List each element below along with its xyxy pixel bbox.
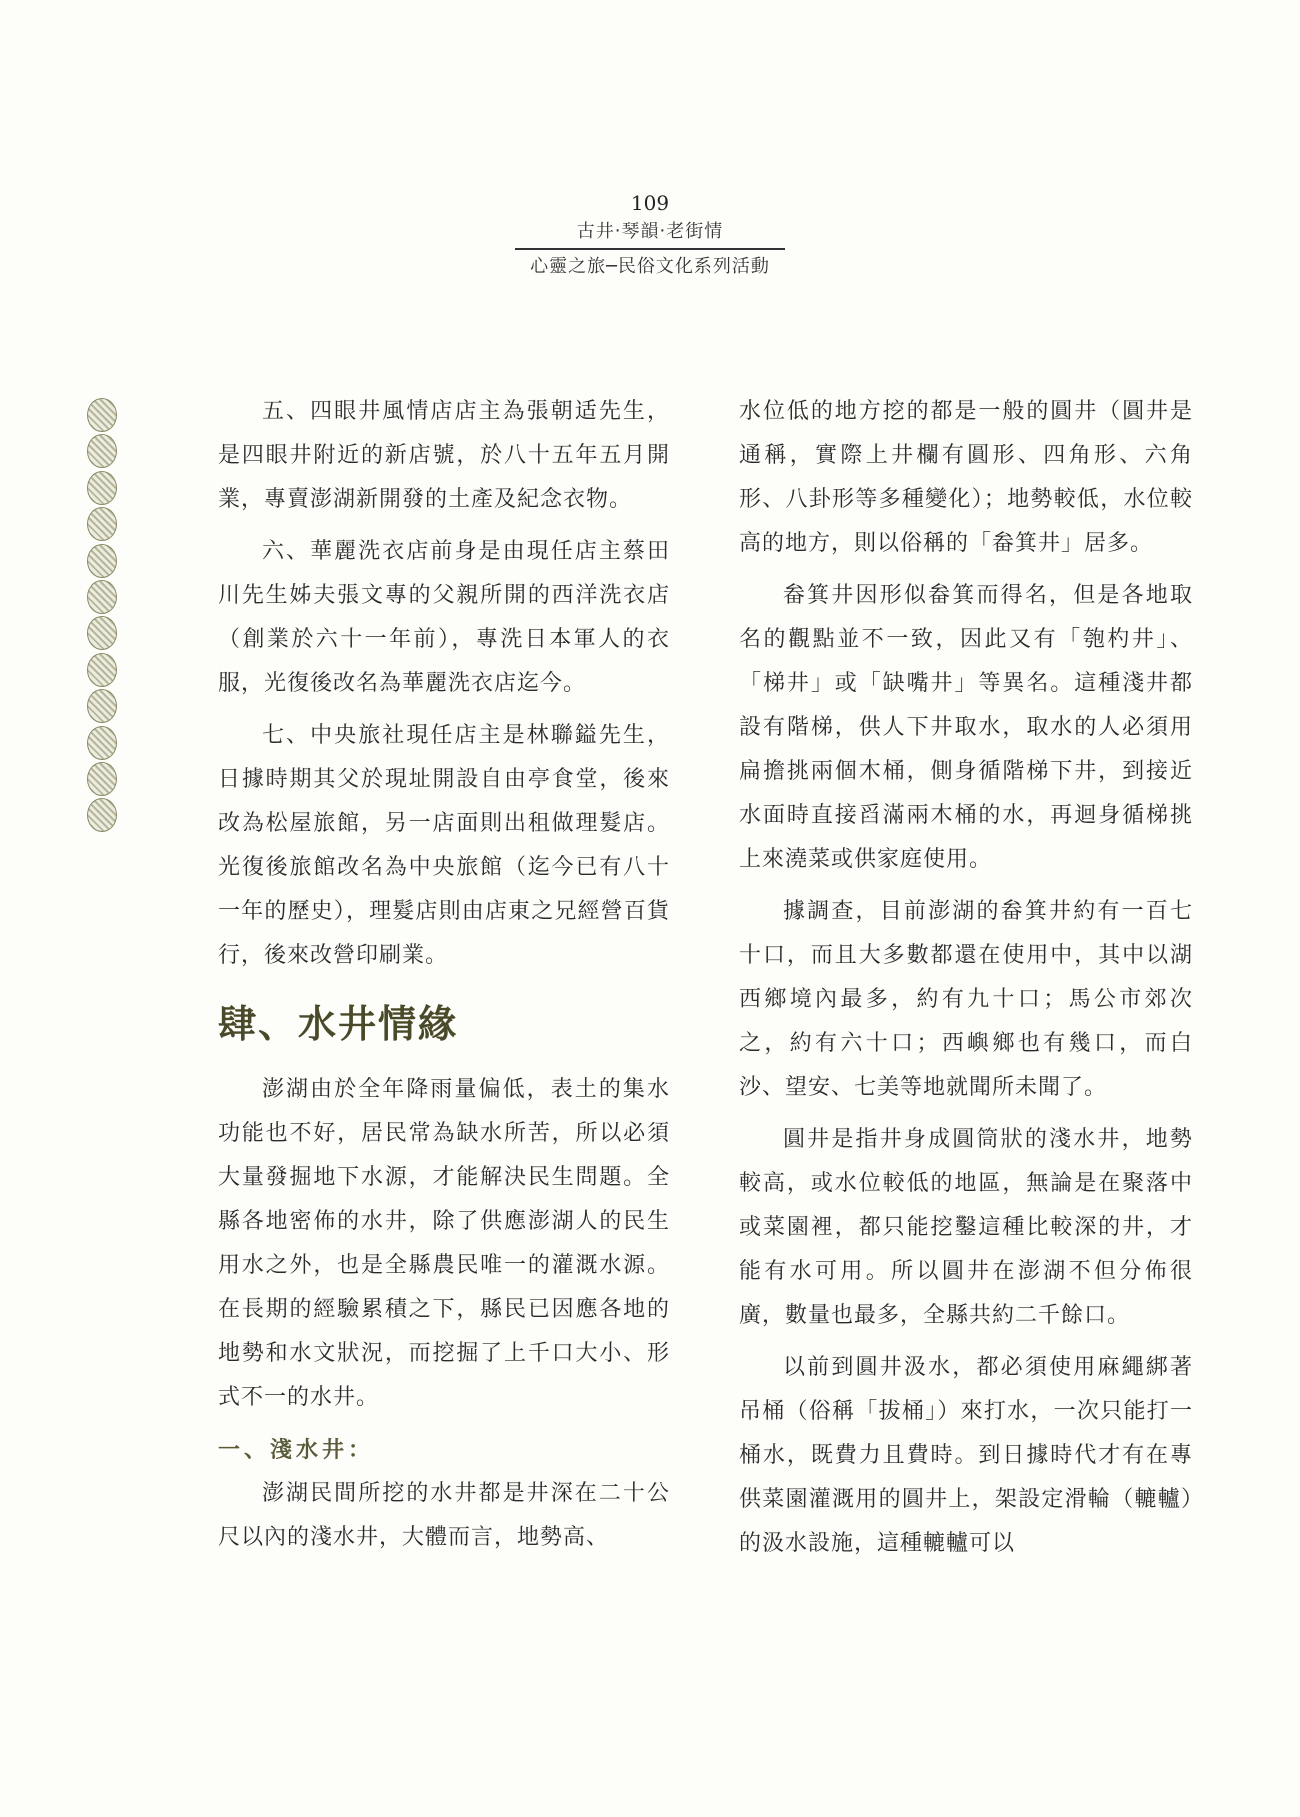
paragraph-drawing-water: 以前到圓井汲水，都必須使用麻繩綁著吊桶（俗稱「拔桶」）來打水，一次只能打一桶水，既費力且費時。到日據時代才有在專供菜園灌溉用的圓井上，架設定滑輪（轆轤）的汲水設施，這種轆轤可以 xyxy=(739,1355,1193,1556)
paragraph-shop-7: 七、中央旅社現任店主是林聯鎰先生，日據時期其父於現址開設自由亭食堂，後來改為松屋旅館，另一店面則出租做理髮店。光復後旅館改名為中央旅館（迄今已有八十一年的歷史），理髮店則由店東之兄經營百貨行，後來改營印刷業。 xyxy=(218,723,670,968)
paragraph-round-well: 圓井是指井身成圓筒狀的淺水井，地勢較高，或水位較低的地區，無論是在聚落中或菜園裡，都只能挖鑿這種比較深的井，才能有水可用。所以圓井在澎湖不但分佈很廣，數量也最多，全縣共約二千餘口。 xyxy=(739,1127,1193,1328)
right-column xyxy=(739,390,1193,1574)
paragraph-shop-6: 六、華麗洗衣店前身是由現任店主蔡田川先生姊夫張文專的父親所開的西洋洗衣店（創業於六十一年前），專洗日本軍人的衣服，光復後改名為華麗洗衣店迄今。 xyxy=(218,539,670,696)
paragraph-continued: 水位低的地方挖的都是一般的圓井（圓井是通稱，實際上井欄有圓形、四角形、六角形、八卦形等多種變化）；地勢較低，水位較高的地方，則以俗稱的「畚箕井」居多。 xyxy=(739,399,1193,556)
paragraph-section-intro: 澎湖由於全年降雨量偏低，表土的集水功能也不好，居民常為缺水所苦，所以必須大量發掘地下水源，才能解決民生問題。全縣各地密佈的水井，除了供應澎湖人的民生用水之外，也是全縣農民唯一的灌溉水源。在長期的經驗累積之下，縣民已因應各地的地勢和水文狀況，而挖掘了上千口大小、形式不一的水井。 xyxy=(218,1077,670,1410)
subsection-heading: 一、淺水井： xyxy=(218,1437,375,1463)
ornamental-medallion-icon xyxy=(87,726,117,760)
ornamental-medallion-icon xyxy=(87,507,117,541)
ornamental-medallion-icon xyxy=(87,544,117,578)
ornamental-medallion-icon xyxy=(87,398,117,432)
paragraph-dustpan-well: 畚箕井因形似畚箕而得名，但是各地取名的觀點並不一致，因此又有「匏杓井」、「梯井」或「缺嘴井」等異名。這種淺井都設有階梯，供人下井取水，取水的人必須用扁擔挑兩個木桶，側身循階梯下井，到接近水面時直接舀滿兩木桶的水，再迴身循梯挑上來澆菜或供家庭使用。 xyxy=(739,583,1193,872)
left-column xyxy=(218,390,670,1568)
series-subtitle: 心靈之旅─民俗文化系列活動 xyxy=(530,255,770,277)
ornament-column xyxy=(80,398,124,835)
ornamental-medallion-icon xyxy=(87,580,117,614)
page-header xyxy=(0,188,1300,280)
series-title: 古井‧琴韻‧老街情 xyxy=(576,221,724,242)
ornamental-medallion-icon xyxy=(87,762,117,796)
page-number: 109 xyxy=(630,191,670,215)
paragraph-shop-4: 五、四眼井風情店店主為張朝适先生，是四眼井附近的新店號，於八十五年五月開業，專賣澎湖新開發的土產及紀念衣物。 xyxy=(218,399,670,512)
paragraph-survey: 據調查，目前澎湖的畚箕井約有一百七十口，而且大多數都還在使用中，其中以湖西鄉境內最多，約有九十口；馬公市郊次之，約有六十口；西嶼鄉也有幾口，而白沙、望安、七美等地就聞所未聞了。 xyxy=(739,899,1193,1100)
header-divider xyxy=(515,248,785,250)
ornamental-medallion-icon xyxy=(87,616,117,650)
ornamental-medallion-icon xyxy=(87,653,117,687)
ornamental-medallion-icon xyxy=(87,689,117,723)
section-heading: 肆、水井情緣 xyxy=(218,1001,459,1046)
ornamental-medallion-icon xyxy=(87,798,117,832)
ornamental-medallion-icon xyxy=(87,434,117,468)
ornamental-medallion-icon xyxy=(87,471,117,505)
paragraph-shallow-wells: 澎湖民間所挖的水井都是井深在二十公尺以內的淺水井，大體而言，地勢高、 xyxy=(218,1481,670,1550)
